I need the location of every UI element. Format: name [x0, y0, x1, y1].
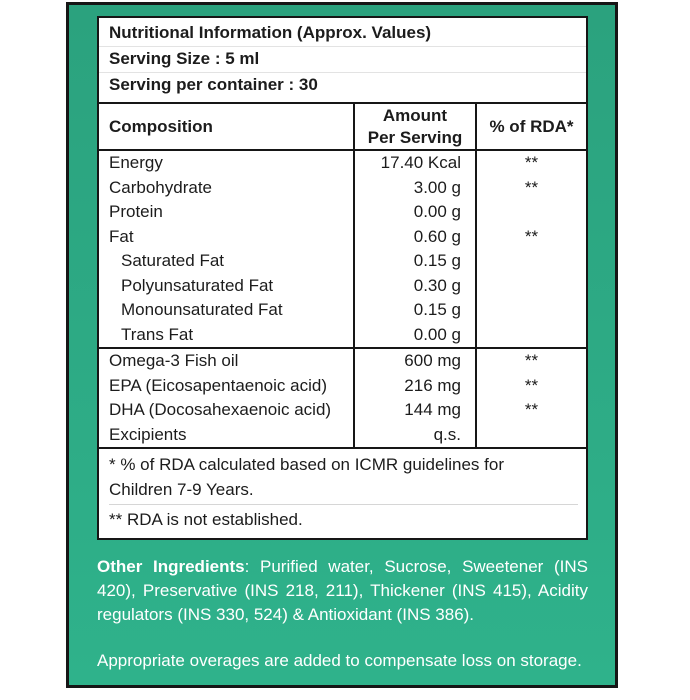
- row-amount: 0.15 g: [353, 249, 477, 274]
- row-name: Carbohydrate: [109, 177, 213, 197]
- col-header-amount-line2: Per Serving: [367, 127, 463, 147]
- overages-paragraph: Appropriate overages are added to compensate loss on storage.: [97, 651, 582, 670]
- row-name: EPA (Eicosapentaenoic acid): [109, 375, 327, 395]
- macronutrients-section: [99, 151, 586, 349]
- row-name: Monounsaturated Fat: [121, 300, 283, 320]
- row-amount: 0.00 g: [353, 323, 477, 348]
- row-rda: [477, 423, 586, 448]
- rda-footnote-line2: Children 7-9 Years.: [109, 480, 254, 499]
- row-name: Omega-3 Fish oil: [109, 351, 239, 371]
- footnotes: [99, 449, 586, 538]
- row-rda: **: [524, 153, 539, 173]
- table-row: [99, 349, 586, 374]
- row-amount: 3.00 g: [353, 176, 477, 201]
- row-rda: **: [524, 226, 539, 246]
- row-rda: **: [524, 177, 539, 197]
- row-rda: [477, 298, 586, 323]
- row-amount: 0.00 g: [353, 200, 477, 225]
- omega3-section: [99, 349, 586, 449]
- row-amount: q.s.: [353, 423, 477, 448]
- col-header-rda: % of RDA*: [489, 116, 574, 136]
- row-name: Saturated Fat: [121, 251, 225, 271]
- row-name: Excipients: [109, 424, 187, 444]
- table-row: [99, 298, 586, 323]
- row-rda: **: [524, 351, 539, 371]
- row-amount: 600 mg: [353, 349, 477, 374]
- row-name: Protein: [109, 202, 163, 222]
- row-amount: 144 mg: [353, 398, 477, 423]
- row-name: Polyunsaturated Fat: [121, 275, 274, 295]
- rda-footnote-line1: * % of RDA calculated based on ICMR guidelines for: [109, 455, 504, 474]
- row-amount: 0.60 g: [353, 225, 477, 250]
- table-row: [99, 274, 586, 299]
- row-rda: [477, 274, 586, 299]
- serving-per-container: Serving per container : 30: [109, 75, 318, 94]
- table-row: [99, 374, 586, 399]
- col-header-amount: [353, 104, 477, 149]
- table-row: [99, 200, 586, 225]
- col-header-composition: Composition: [109, 116, 213, 136]
- table-header-row: [99, 102, 586, 151]
- row-amount: 0.30 g: [353, 274, 477, 299]
- serving-size: Serving Size : 5 ml: [99, 47, 586, 73]
- row-amount: 216 mg: [353, 374, 477, 399]
- row-name: Energy: [109, 153, 163, 173]
- panel-title-block: [99, 18, 586, 102]
- row-rda: **: [524, 375, 539, 395]
- row-amount: 17.40 Kcal: [353, 151, 477, 176]
- row-rda: **: [524, 400, 539, 420]
- table-row: [99, 176, 586, 201]
- row-name: DHA (Docosahexaenoic acid): [109, 400, 332, 420]
- panel-title: Nutritional Information (Approx. Values): [99, 21, 586, 47]
- table-row: [99, 323, 586, 348]
- row-name: Trans Fat: [121, 324, 194, 344]
- other-ingredients-text: : Purified water, Sucrose, Sweetener (INS 420), Preservative (INS 218, 211), Thickener (INS 415), Acidity regulators (INS 330, 524) & Antioxidant (INS 386).: [97, 557, 588, 624]
- nutrition-label: [66, 2, 618, 688]
- other-ingredients-label: Other Ingredients: [97, 557, 245, 576]
- nutrition-facts-panel: [97, 16, 588, 540]
- table-row: [99, 423, 586, 448]
- row-rda: [477, 249, 586, 274]
- footnote-divider: [109, 504, 578, 505]
- col-header-amount-line1: Amount: [382, 105, 448, 125]
- table-row: [99, 398, 586, 423]
- other-ingredients-paragraph: [97, 555, 588, 627]
- row-rda: [477, 323, 586, 348]
- table-row: [99, 225, 586, 250]
- row-amount: 0.15 g: [353, 298, 477, 323]
- table-row: [99, 249, 586, 274]
- table-row: [99, 151, 586, 176]
- row-rda: [477, 200, 586, 225]
- rda-not-established-footnote: ** RDA is not established.: [109, 510, 303, 529]
- row-name: Fat: [109, 226, 134, 246]
